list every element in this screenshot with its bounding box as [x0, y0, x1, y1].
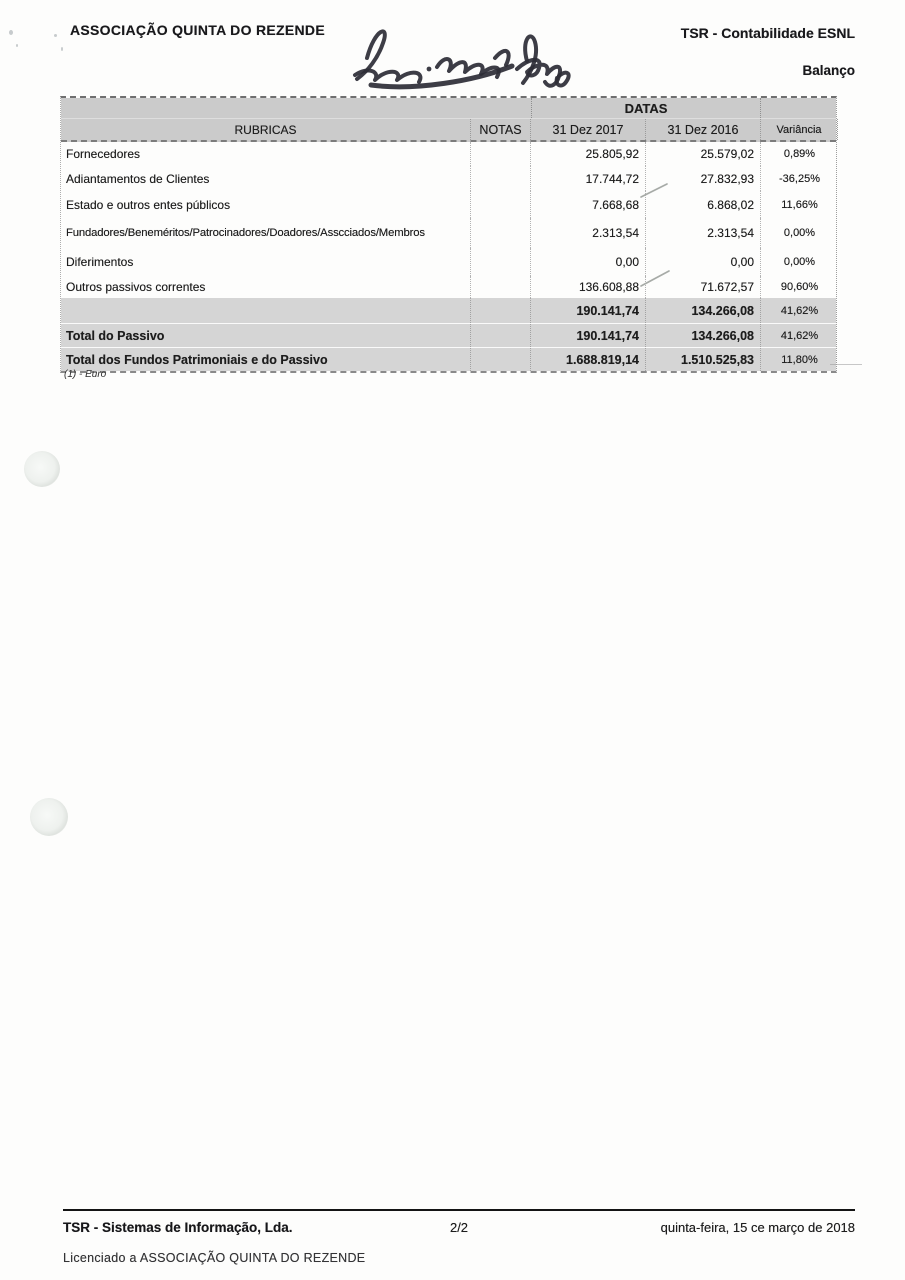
license-line: Licenciado a ASSOCIAÇÃO QUINTA DO REZENDE — [63, 1251, 366, 1265]
cell-2017: 25.805,92 — [531, 142, 646, 166]
cell-2017: 7.668,68 — [531, 191, 646, 218]
cell-2017: 190.141,74 — [531, 324, 646, 347]
cell-notas — [471, 218, 531, 248]
company-name: ASSOCIAÇÃO QUINTA DO REZENDE — [70, 22, 325, 38]
cell-rubrica: Fundadores/Beneméritos/Patrocinadores/Doadores/Asscciados/Membros — [61, 218, 471, 248]
table-row — [61, 218, 836, 248]
cell-2016: 0,00 — [646, 248, 761, 276]
column-header-31-dez-2017: 31 Dez 2017 — [531, 119, 646, 140]
cell-2016: 134.266,08 — [646, 324, 761, 347]
cell-variancia: 11,66% — [781, 198, 818, 211]
cell-2017: 136.608,88 — [531, 276, 646, 298]
subtotal-row — [61, 298, 836, 324]
cell-2017: 190.141,74 — [531, 298, 646, 323]
cell-variancia: 0,00% — [783, 256, 816, 268]
footer-divider — [63, 1209, 855, 1211]
cell-2016: 1.510.525,83 — [646, 348, 761, 371]
scan-speck — [61, 47, 63, 51]
pen-slash-icon — [638, 182, 670, 199]
cell-notas — [471, 166, 531, 191]
group-header-spacer-right — [761, 98, 838, 118]
cell-2016: 25.579,02 — [646, 142, 761, 166]
cell-rubrica: Total dos Fundos Patrimoniais e do Passivo — [61, 348, 471, 371]
table-row — [61, 276, 836, 298]
cell-2016: 6.868,02 — [646, 191, 761, 218]
table-column-header-row — [61, 119, 836, 142]
cell-variancia: 0,89% — [783, 148, 816, 160]
hole-punch-icon — [30, 798, 68, 836]
total-fundos-passivo-row — [61, 348, 836, 371]
cell-2017: 1.688.819,14 — [531, 348, 646, 371]
column-header-variancia: Variância — [761, 119, 838, 140]
footer-company: TSR - Sistemas de Informação, Lda. — [63, 1220, 293, 1235]
footer-date: quinta-feira, 15 ce março de 2018 — [660, 1220, 856, 1235]
group-header-datas: DATAS — [531, 98, 761, 118]
balance-table — [60, 96, 837, 373]
cell-notas — [471, 276, 531, 298]
cell-2016: 2.313,54 — [646, 218, 761, 248]
cell-2016: 134.266,08 — [646, 298, 761, 323]
cell-2016: 71.672,57 — [646, 276, 761, 298]
cell-2016: 27.832,93 — [646, 166, 761, 191]
cell-rubrica: Adiantamentos de Clientes — [61, 166, 471, 191]
footer — [63, 1220, 855, 1235]
page-number: 2/2 — [449, 1220, 469, 1235]
cell-variancia: 90,60% — [780, 281, 819, 293]
cell-2017: 2.313,54 — [531, 218, 646, 248]
group-header-spacer-left — [61, 98, 531, 118]
cell-rubrica: Diferimentos — [61, 248, 471, 276]
scan-artifact-line — [830, 364, 862, 365]
app-title: TSR - Contabilidade ESNL — [680, 25, 855, 41]
table-row — [61, 142, 836, 166]
cell-variancia: 0,00% — [783, 227, 816, 239]
cell-variancia: 41,62% — [780, 304, 819, 317]
column-header-rubricas: RUBRICAS — [61, 119, 471, 140]
table-row — [61, 166, 836, 191]
column-header-notas: NOTAS — [471, 119, 531, 140]
cell-notas — [471, 348, 531, 371]
cell-notas — [471, 298, 531, 323]
cell-notas — [471, 248, 531, 276]
cell-rubrica: Outros passivos correntes — [61, 276, 471, 298]
cell-rubrica — [61, 298, 471, 323]
cell-rubrica: Fornecedores — [61, 142, 471, 166]
scan-speck — [54, 34, 57, 37]
pen-slash-icon — [638, 269, 672, 288]
cell-variancia: 11,80% — [781, 353, 818, 366]
cell-rubrica: Total do Passivo — [61, 324, 471, 347]
scan-speck — [16, 44, 18, 47]
table-row — [61, 191, 836, 218]
cell-notas — [471, 324, 531, 347]
footnote: (1) - Euro — [64, 369, 107, 380]
cell-variancia: -36,25% — [779, 172, 820, 185]
cell-2017: 0,00 — [531, 248, 646, 276]
total-passivo-row — [61, 324, 836, 348]
cell-2017: 17.744,72 — [531, 166, 646, 191]
hole-punch-icon — [24, 451, 60, 487]
cell-notas — [471, 191, 531, 218]
table-group-header-row — [61, 98, 836, 119]
signature-ink-icon — [345, 16, 575, 94]
cell-variancia: 41,62% — [780, 329, 819, 342]
report-title: Balanço — [802, 63, 855, 78]
scan-speck — [9, 30, 13, 35]
table-row — [61, 248, 836, 276]
column-header-31-dez-2016: 31 Dez 2016 — [646, 119, 761, 140]
cell-notas — [471, 142, 531, 166]
cell-rubrica: Estado e outros entes públicos — [61, 191, 471, 218]
